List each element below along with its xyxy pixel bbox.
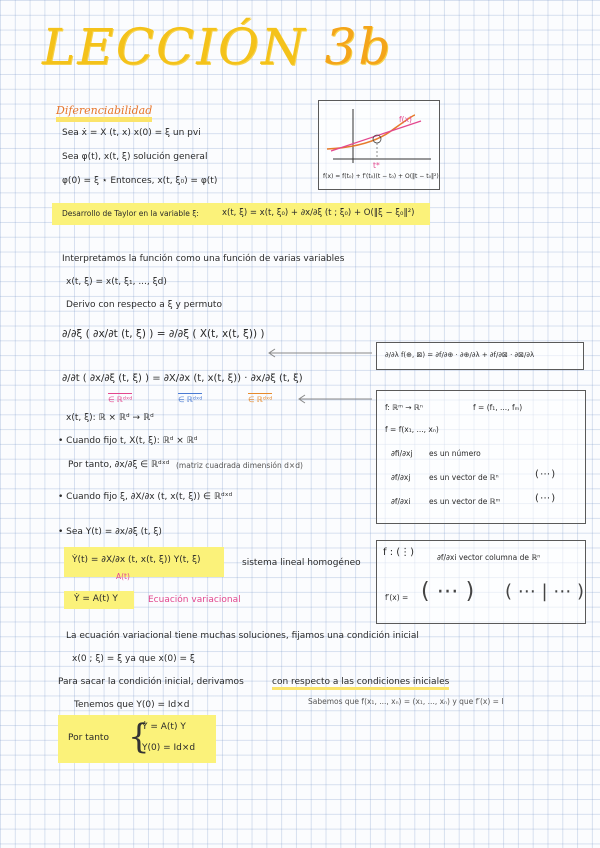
chain-rule-box — [376, 342, 584, 370]
deriv-eq-1: ∂/∂ξ ( ∂x/∂t (t, ξ) ) = ∂/∂ξ ( X(t, x(t, ξ)) ) — [62, 328, 265, 340]
sea-y: • Sea Y(t) = ∂x/∂ξ (t, ξ) — [58, 527, 162, 537]
final-box — [58, 715, 216, 763]
deriv-eq-2: ∂/∂t ( ∂x/∂ξ (t, ξ) ) = ∂X/∂x (t, x(t, ξ)) · ∂x/∂ξ (t, ξ) — [62, 373, 303, 384]
compact-eq: Ẏ = A(t) Y — [74, 594, 118, 604]
info-text-3: es un vector de ℝᵐ — [429, 497, 501, 506]
info-text-2: es un vector de ℝⁿ — [429, 473, 499, 482]
info-f-of: f = f(x₁, ..., xₙ) — [385, 425, 439, 434]
title-number: 3b — [324, 18, 393, 76]
final-label: Por tanto — [68, 733, 109, 743]
taylor-formula: x(t, ξ) = x(t, ξ₀) + ∂x/∂ξ (t ; ξ₀) + O(‖ξ − ξ₀‖²) — [222, 208, 415, 218]
arrow-to-chain-box — [264, 348, 374, 358]
compact-desc: Ecuación variacional — [148, 595, 241, 605]
info-frac-3: ∂f/∂xi — [391, 497, 411, 506]
interpret-line-3: Derivo con respecto a ξ y permuto — [66, 300, 222, 310]
arrow-to-info-box — [294, 394, 374, 404]
graph-formula: f(x) = f(t₀) + f′(t₀)(t − t₀) + O(‖t − t₀‖²) — [323, 173, 439, 180]
final-eq-2: Y(0) = Id×d — [142, 743, 196, 753]
closing-side-note: Sabemos que f(x₁, ..., xₙ) = (x₁, ..., xₙ) y que f′(x) = I — [308, 697, 504, 706]
info-frac-1: ∂fi/∂xj — [391, 449, 413, 458]
info-frac-2: ∂f/∂xj — [391, 473, 411, 482]
chain-rule-formula: ∂/∂λ f(⊕, ⊠) = ∂f/∂⊕ · ∂⊕/∂λ + ∂f/∂⊠ · ∂⊠/∂λ — [385, 351, 535, 359]
graph-curve-label: f(x) — [399, 115, 412, 124]
jac-f-vector: f : (⋮) — [383, 547, 415, 558]
info-text-1: es un número — [429, 449, 481, 458]
final-eq-1: Ẏ = A(t) Y — [142, 722, 186, 732]
info-f-comp: f = (f₁, ..., fₘ) — [473, 403, 523, 412]
closing-line-1: La ecuación variacional tiene muchas soluciones, fijamos una condición inicial — [66, 631, 419, 641]
case-2: • Cuando fijo ξ, ∂X/∂x (t, x(t, ξ)) ∈ ℝᵈˣᵈ — [58, 492, 233, 502]
ydot-desc: sistema lineal homogéneo — [242, 558, 361, 568]
closing-line-2: x(0 ; ξ) = ξ ya que x(0) = ξ — [72, 654, 195, 664]
taylor-label: Desarrollo de Taylor en la variable ξ: — [62, 209, 199, 218]
case-1-note: (matriz cuadrada dimensión d×d) — [176, 461, 303, 470]
interpret-line-2: x(t, ξ) = x(t, ξ₁, ..., ξd) — [66, 277, 167, 287]
page-title — [42, 18, 392, 76]
info-vector-col: ( ⋯ ) — [535, 469, 555, 480]
jac-column-label: ∂f/∂xi vector columna de ℝⁿ — [437, 553, 541, 562]
section-heading: Diferenciabilidad — [56, 104, 152, 122]
case-1-b: Por tanto, ∂x/∂ξ ∈ ℝᵈˣᵈ — [68, 460, 170, 470]
ydot-eq: Ẏ(t) = ∂X/∂x (t, x(t, ξ)) Y(t, ξ) — [72, 555, 201, 565]
final-brace: { — [128, 717, 150, 757]
map-line: x(t, ξ): ℝ × ℝᵈ → ℝᵈ — [66, 413, 154, 423]
jacobian-box — [376, 540, 586, 624]
graph-point-label: t* — [373, 161, 380, 170]
case-1: • Cuando fijo t, X(t, ξ): ℝᵈ × ℝᵈ — [58, 436, 198, 446]
underbrace-2: ∈ ℝᵈˣᵈ — [178, 395, 203, 404]
underbrace-3: ∈ ℝᵈˣᵈ — [248, 395, 273, 404]
closing-line-3b: con respecto a las condiciones iniciales — [272, 677, 449, 690]
jac-matrix: ( ⋯ ) — [421, 579, 475, 604]
interpret-line-1: Interpretamos la función como una función de varias variables — [62, 254, 345, 264]
info-f-def: f: ℝᵐ → ℝⁿ — [385, 403, 423, 412]
intro-line-3: φ(0) = ξ ⋆ Entonces, x(t, ξ₀) = φ(t) — [62, 176, 218, 186]
ydot-under: A(t) — [116, 572, 130, 581]
jac-label: f′(x) = — [385, 593, 409, 602]
info-box — [376, 390, 586, 524]
graph-box — [318, 100, 440, 190]
jac-matrix-cols: ( ⋯ | ⋯ ) — [505, 581, 584, 602]
intro-line-2: Sea φ(t), x(t, ξ) solución general — [62, 152, 208, 162]
title-word: LECCIÓN — [42, 18, 307, 76]
closing-line-4: Tenemos que Y(0) = Id×d — [74, 700, 190, 710]
closing-line-3a: Para sacar la condición inicial, derivamos — [58, 677, 244, 687]
underbrace-1: ∈ ℝᵈˣᵈ — [108, 395, 133, 404]
info-vector-row: ( ⋯ ) — [535, 493, 555, 504]
intro-line-1: Sea ẋ = X (t, x) x(0) = ξ un pvi — [62, 128, 201, 138]
